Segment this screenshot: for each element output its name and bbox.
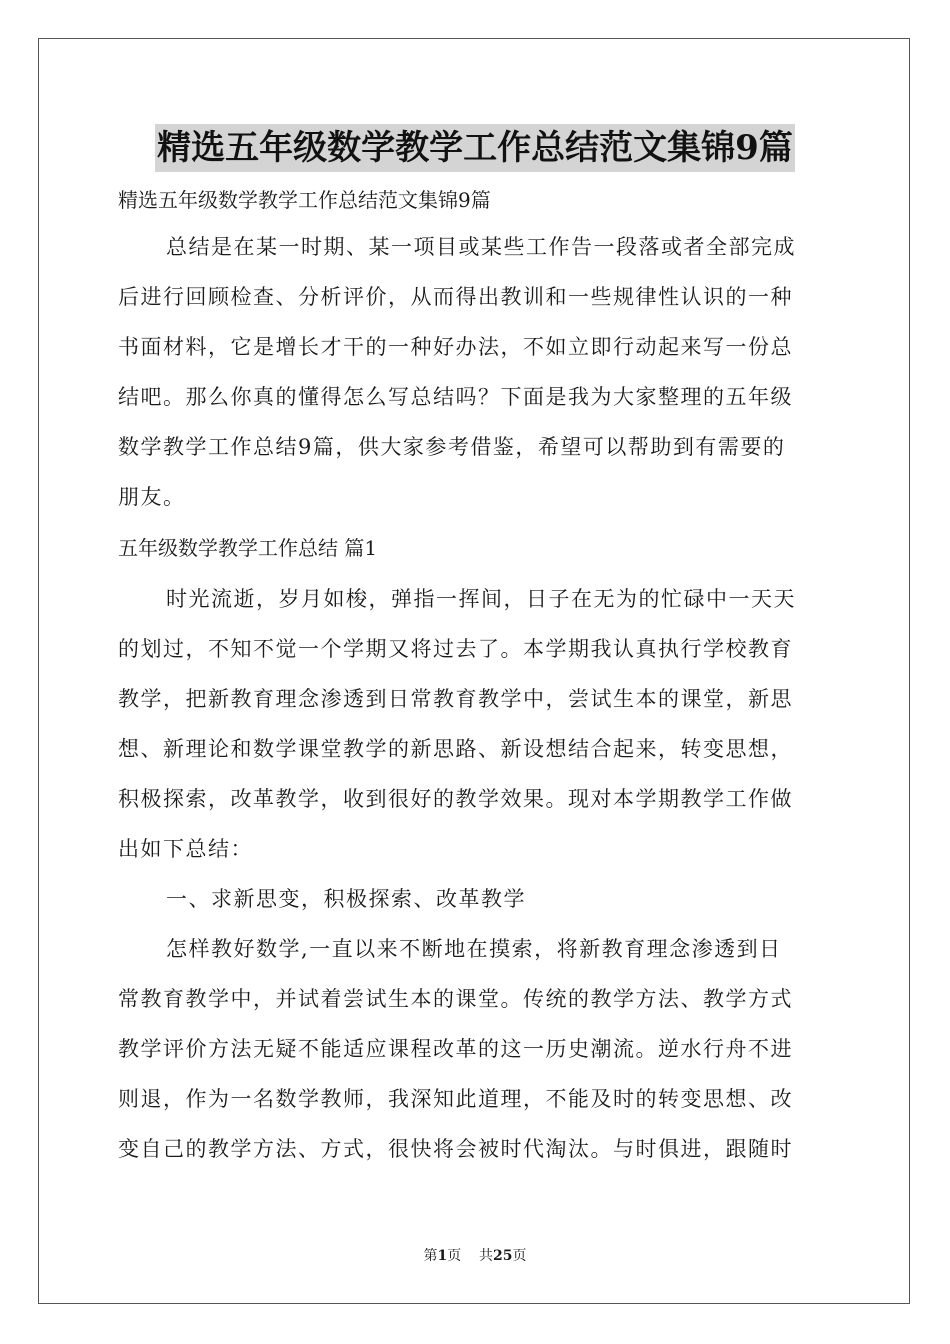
text-line: 教学，把新教育理念渗透到日常教育教学中，尝试生本的课堂，新思 [118, 687, 793, 711]
footer-prefix: 第 [423, 1248, 438, 1264]
text-line: 变自己的教学方法、方式，很快将会被时代淘汰。与时俱进，跟随时 [118, 1137, 793, 1161]
text-line: 怎样教好数学,一直以来不断地在摸索，将新教育理念渗透到日 [166, 937, 782, 961]
text-line: 数学教学工作总结9篇，供大家参考借鉴，希望可以帮助到有需要的 [118, 435, 786, 459]
document-body [118, 180, 834, 1174]
text-line: 出如下总结： [118, 837, 253, 861]
total-page-count: 25 [493, 1248, 513, 1264]
text-line: 的划过，不知不觉一个学期又将过去了。本学期我认真执行学校教育 [118, 637, 793, 661]
text-line: 常教育教学中，并试着尝试生本的课堂。传统的教学方法、教学方式 [118, 987, 793, 1011]
paragraph-1 [118, 574, 834, 874]
text-line: 朋友。 [118, 485, 186, 509]
document-subtitle: 精选五年级数学教学工作总结范文集锦9篇 [118, 188, 491, 212]
text-line: 想、新理论和数学课堂教学的新思路、新设想结合起来，转变思想， [118, 737, 793, 761]
text-line: 教学评价方法无疑不能适应课程改革的这一历史潮流。逆水行舟不进 [118, 1037, 793, 1061]
text-line: 书面材料，它是增长才干的一种好办法，不如立即行动起来写一份总 [118, 335, 793, 359]
page-footer [0, 1245, 950, 1265]
text-line: 结吧。那么你真的懂得怎么写总结吗？下面是我为大家整理的五年级 [118, 385, 793, 409]
intro-paragraph [118, 222, 834, 522]
footer-total-prefix: 共 [479, 1248, 494, 1264]
section-heading: 五年级数学教学工作总结 篇1 [118, 536, 378, 560]
document-title-text: 精选五年级数学教学工作总结范文集锦9篇 [155, 124, 795, 172]
text-line: 总结是在某一时期、某一项目或某些工作告一段落或者全部完成 [166, 235, 796, 259]
text-line: 后进行回顾检查、分析评价，从而得出教训和一些规律性认识的一种 [118, 285, 793, 309]
sub-heading: 一、求新思变，积极探索、改革教学 [166, 887, 526, 911]
current-page-number: 1 [437, 1248, 448, 1264]
footer-page-suffix: 页 [447, 1248, 462, 1264]
text-line: 时光流逝，岁月如梭，弹指一挥间，日子在无为的忙碌中一天天 [166, 587, 796, 611]
text-line: 积极探索，改革教学，收到很好的教学效果。现对本学期教学工作做 [118, 787, 793, 811]
paragraph-2 [118, 924, 834, 1174]
footer-total-suffix: 页 [512, 1248, 527, 1264]
text-line: 则退，作为一名数学教师，我深知此道理，不能及时的转变思想、改 [118, 1087, 793, 1111]
document-title [0, 124, 950, 172]
